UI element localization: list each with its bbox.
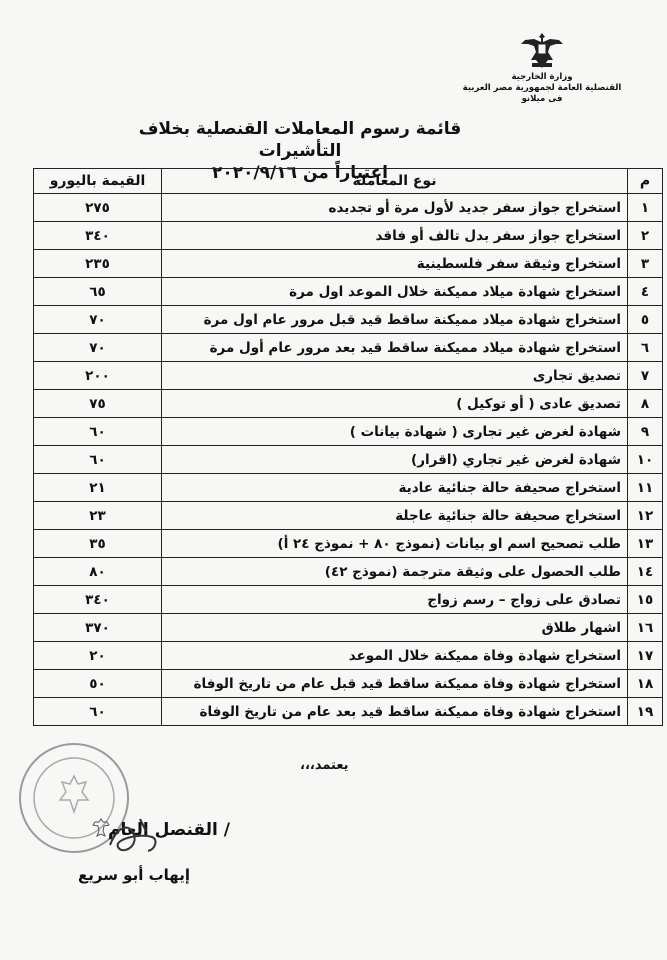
row-value: ٢١ [34,474,162,502]
table-row [34,278,663,306]
row-num: ٤ [628,278,663,306]
row-value: ٧٥ [34,390,162,418]
row-type: تصديق تجارى [162,362,628,390]
row-type: استخراج وثيقة سفر فلسطينية [162,250,628,278]
row-type: طلب الحصول على وثيقة مترجمة (نموذج ٤٢) [162,558,628,586]
title-line-1: قائمة رسوم المعاملات القنصلية بخلاف التأشيرات [138,119,462,161]
row-type: تصديق عادى ( أو توكيل ) [162,390,628,418]
header-num: م [628,169,663,194]
table-row [34,390,663,418]
row-type: تصادق على زواج – رسم زواج [162,586,628,614]
row-type: استخراج صحيفة حالة جنائية عادية [162,474,628,502]
row-num: ١٠ [628,446,663,474]
row-type: استخراج شهادة ميلاد مميكنة ساقط قيد بعد مرور عام أول مرة [162,334,628,362]
row-num: ١٧ [628,642,663,670]
row-num: ١٨ [628,670,663,698]
table-row [34,250,663,278]
row-value: ٦٠ [34,418,162,446]
table-row [34,334,663,362]
row-num: ١٤ [628,558,663,586]
row-type: استخراج شهادة وفاة مميكنة خلال الموعد [162,642,628,670]
row-num: ٩ [628,418,663,446]
row-value: ٢٣ [34,502,162,530]
row-num: ٢ [628,222,663,250]
letterhead-line-3: فى ميلانو [521,94,563,104]
letterhead [457,30,627,105]
row-value: ٧٠ [34,334,162,362]
row-num: ٨ [628,390,663,418]
approval-text: يعتمد،،، [300,758,349,773]
row-num: ١ [628,194,663,222]
row-type: استخراج شهادة ميلاد مميكنة خلال الموعد اول مرة [162,278,628,306]
row-value: ٢٧٥ [34,194,162,222]
table-row [34,474,663,502]
row-value: ٦٥ [34,278,162,306]
row-value: ٦٠ [34,446,162,474]
table-row [34,362,663,390]
row-type: طلب تصحيح اسم او بيانات (نموذج ٨٠ + نموذج ٢٤ أ) [162,530,628,558]
row-value: ٢٠٠ [34,362,162,390]
row-value: ٣٧٠ [34,614,162,642]
row-value: ٢٠ [34,642,162,670]
eagle-emblem-icon [519,30,565,70]
table-row [34,502,663,530]
row-type: استخراج جواز سفر جديد لأول مرة أو تجديده [162,194,628,222]
row-value: ٦٠ [34,698,162,726]
row-type: شهادة لغرض غير تجاري (اقرار) [162,446,628,474]
table-row [34,194,663,222]
row-num: ٦ [628,334,663,362]
header-value: القيمة باليورو [34,169,162,194]
row-value: ٢٣٥ [34,250,162,278]
table-row [34,558,663,586]
row-num: ٣ [628,250,663,278]
letterhead-line-2: القنصلية العامة لجمهورية مصر العربية [462,83,622,93]
row-value: ٣٤٠ [34,586,162,614]
row-value: ٧٠ [34,306,162,334]
table-header-row [34,169,663,194]
row-type: استخراج شهادة ميلاد مميكنة ساقط قيد قبل مرور عام اول مرة [162,306,628,334]
table-row [34,614,663,642]
header-type: نوع المعاملة [162,169,628,194]
row-type: اشهار طلاق [162,614,628,642]
row-value: ٥٠ [34,670,162,698]
row-value: ٣٥ [34,530,162,558]
row-num: ١٥ [628,586,663,614]
table-row [34,418,663,446]
letterhead-line-1: وزارة الخارجية [511,72,573,82]
table-row [34,446,663,474]
row-value: ٨٠ [34,558,162,586]
table-row [34,670,663,698]
consul-title: / القنصل العام [108,820,231,840]
row-num: ١٩ [628,698,663,726]
row-num: ١٦ [628,614,663,642]
row-value: ٣٤٠ [34,222,162,250]
row-type: استخراج جواز سفر بدل تالف أو فاقد [162,222,628,250]
signature-icon [100,805,170,865]
table-row [34,586,663,614]
table-row [34,222,663,250]
table-row [34,306,663,334]
row-type: شهادة لغرض غير تجارى ( شهادة بيانات ) [162,418,628,446]
table-row [34,698,663,726]
row-num: ١١ [628,474,663,502]
row-type: استخراج شهادة وفاة مميكنة ساقط قيد بعد عام من تاريخ الوفاة [162,698,628,726]
row-num: ٥ [628,306,663,334]
row-num: ١٣ [628,530,663,558]
table-row [34,530,663,558]
row-num: ٧ [628,362,663,390]
row-type: استخراج شهادة وفاة مميكنة ساقط قيد قبل عام من تاريخ الوفاة [162,670,628,698]
row-type: استخراج صحيفة حالة جنائية عاجلة [162,502,628,530]
table-row [34,642,663,670]
consul-name: إيهاب أبو سريع [78,866,190,884]
row-num: ١٢ [628,502,663,530]
title-line-2: اعتباراً من ٢٠٢٠/٩/١٦ [211,163,389,183]
fees-table [33,168,663,726]
